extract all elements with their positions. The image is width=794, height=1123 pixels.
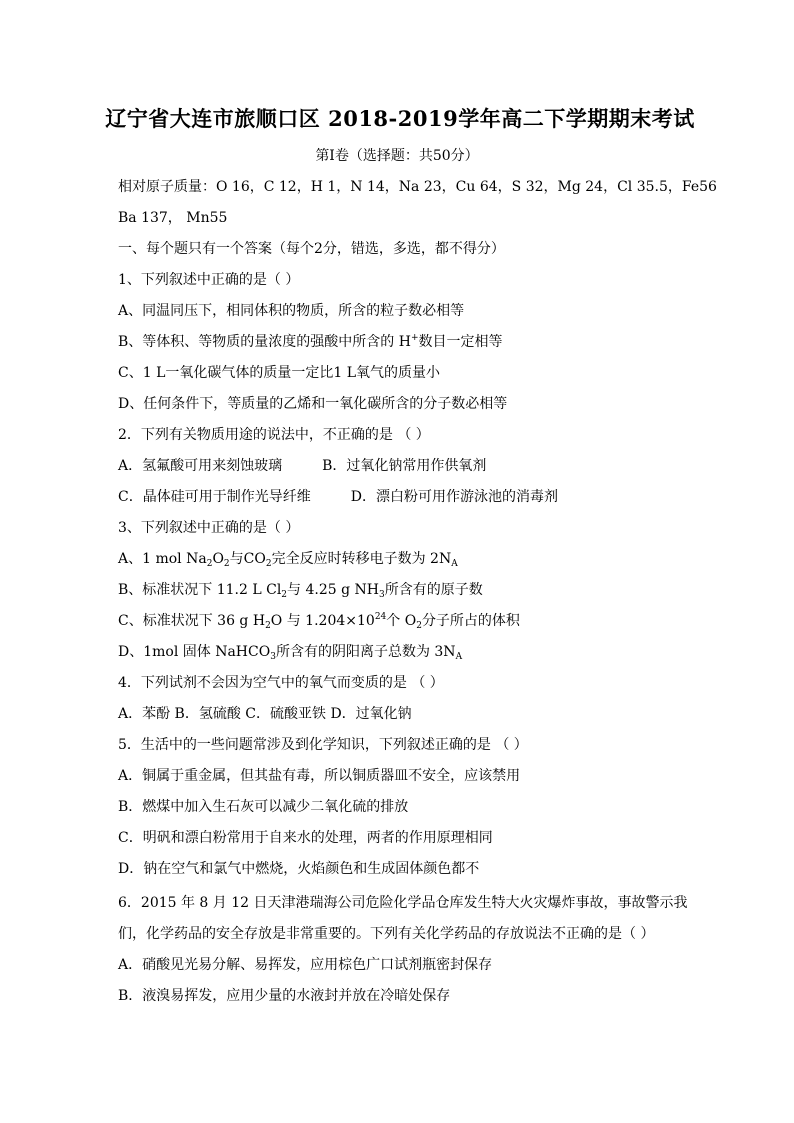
q4-stem: 4．下列试剂不会因为空气中的氧气而变质的是 （ ） xyxy=(118,675,444,691)
q1-b-text-2: 数目一定相等 xyxy=(418,334,503,350)
q3-a-text-3: 与CO xyxy=(229,551,266,567)
q3-a-sub-1: 2 xyxy=(206,559,213,569)
q2-option-c: C．晶体硅可用于制作光导纤维 xyxy=(118,489,311,505)
q1-b-sup: + xyxy=(410,333,419,343)
q2-options-cd xyxy=(118,488,558,506)
q3-d-text-2: 所含有的阴阳离子总数为 3N xyxy=(275,644,456,660)
q5-option-b: B．燃煤中加入生石灰可以减少二氧化硫的排放 xyxy=(118,799,409,815)
q3-b-sub-2: 3 xyxy=(378,590,385,600)
q3-c-sup: 24 xyxy=(374,612,387,622)
q3-a-sub-4: A xyxy=(451,559,458,569)
q3-c-sub-2: 2 xyxy=(416,621,422,631)
q3-option-a xyxy=(118,550,458,568)
atomic-masses-line-1: 相对原子质量：O 16，C 12，H 1，N 14，Na 23，Cu 64，S 32，Mg 24，Cl 35.5，Fe56 xyxy=(118,179,717,195)
q2-options-ab xyxy=(118,457,486,475)
q3-a-sub-2: 2 xyxy=(223,559,230,569)
q3-b-sub-1: 2 xyxy=(281,590,288,600)
q5-option-d: D．钠在空气和氯气中燃烧，火焰颜色和生成固体颜色都不 xyxy=(118,861,480,877)
q5-option-c: C．明矾和漂白粉常用于自来水的处理，两者的作用原理相同 xyxy=(118,830,493,846)
q6-option-b: B．液溴易挥发，应用少量的水液封并放在冷暗处保存 xyxy=(118,988,451,1004)
q5-option-a: A．铜属于重金属，但其盐有毒，所以铜质器皿不安全，应该禁用 xyxy=(118,768,521,784)
q3-d-sub-2: A xyxy=(455,652,463,662)
q3-d-sub-1: 3 xyxy=(270,652,276,662)
q3-b-text-3: 所含有的原子数 xyxy=(384,582,483,598)
q1-option-b xyxy=(118,333,503,351)
q6-stem-line-1: 6．2015 年 8 月 12 日天津港瑞海公司危险化学品仓库发生特大火灾爆炸事故，事故警示我 xyxy=(118,895,688,911)
q3-option-b xyxy=(118,581,483,599)
atomic-masses-line-2: Ba 137， Mn55 xyxy=(118,210,228,226)
q3-c-text-2: O 与 1.204×10 xyxy=(270,613,375,629)
q5-stem: 5．生活中的一些问题常涉及到化学知识，下列叙述正确的是 （ ） xyxy=(118,737,528,753)
q2-option-a: A．氢氟酸可用来刻蚀玻璃 xyxy=(118,458,283,474)
q3-a-text-4: 完全反应时转移电子数为 2N xyxy=(271,551,452,567)
q3-b-text-1: B、标准状况下 11.2 L Cl xyxy=(118,582,282,598)
q2-option-b: B．过氧化钠常用作供氧剂 xyxy=(322,458,487,474)
q1-stem: 1、下列叙述中正确的是（ ） xyxy=(118,272,300,288)
q1-option-d: D、任何条件下，等质量的乙烯和一氧化碳所含的分子数必相等 xyxy=(118,396,508,412)
q3-a-sub-3: 2 xyxy=(265,559,272,569)
q3-a-text-2: O xyxy=(212,551,224,567)
q2-option-d: D．漂白粉可用作游泳池的消毒剂 xyxy=(350,489,558,505)
q1-option-c: C、1 L一氧化碳气体的质量一定比1 L氧气的质量小 xyxy=(118,365,441,381)
q3-option-c xyxy=(118,612,520,630)
q2-stem: 2．下列有关物质用途的说法中，不正确的是 （ ） xyxy=(118,427,430,443)
q3-option-d xyxy=(118,643,462,661)
page-title: 辽宁省大连市旅顺口区 2018-2019学年高二下学期期末考试 xyxy=(105,106,695,131)
q1-option-a: A、同温同压下，相同体积的物质，所含的粒子数必相等 xyxy=(118,303,465,319)
q4-options: A．苯酚 B．氢硫酸 C．硫酸亚铁 D．过氧化钠 xyxy=(118,706,412,722)
q3-c-text-1: C、标准状况下 36 g H xyxy=(118,613,266,629)
q3-d-text-1: D、1mol 固体 NaHCO xyxy=(118,644,271,660)
q6-stem-line-2: 们，化学药品的安全存放是非常重要的。下列有关化学药品的存放说法不正确的是（ ） xyxy=(118,926,655,942)
q3-stem: 3、下列叙述中正确的是（ ） xyxy=(118,520,300,536)
q3-b-text-2: 与 4.25 g NH xyxy=(287,582,379,598)
q3-c-text-3: 个 O xyxy=(386,613,417,629)
section-header: 第Ⅰ卷（选择题：共50分） xyxy=(315,148,479,164)
instructions: 一、每个题只有一个答案（每个2分，错选，多选，都不得分） xyxy=(118,241,505,257)
q3-c-sub-1: 2 xyxy=(265,621,271,631)
q6-option-a: A．硝酸见光易分解、易挥发，应用棕色广口试剂瓶密封保存 xyxy=(118,957,493,973)
q3-a-text-1: A、1 mol Na xyxy=(118,551,207,567)
q3-c-text-4: 分子所占的体积 xyxy=(421,613,520,629)
q1-b-text-1: B、等体积、等物质的量浓度的强酸中所含的 H xyxy=(118,334,411,350)
